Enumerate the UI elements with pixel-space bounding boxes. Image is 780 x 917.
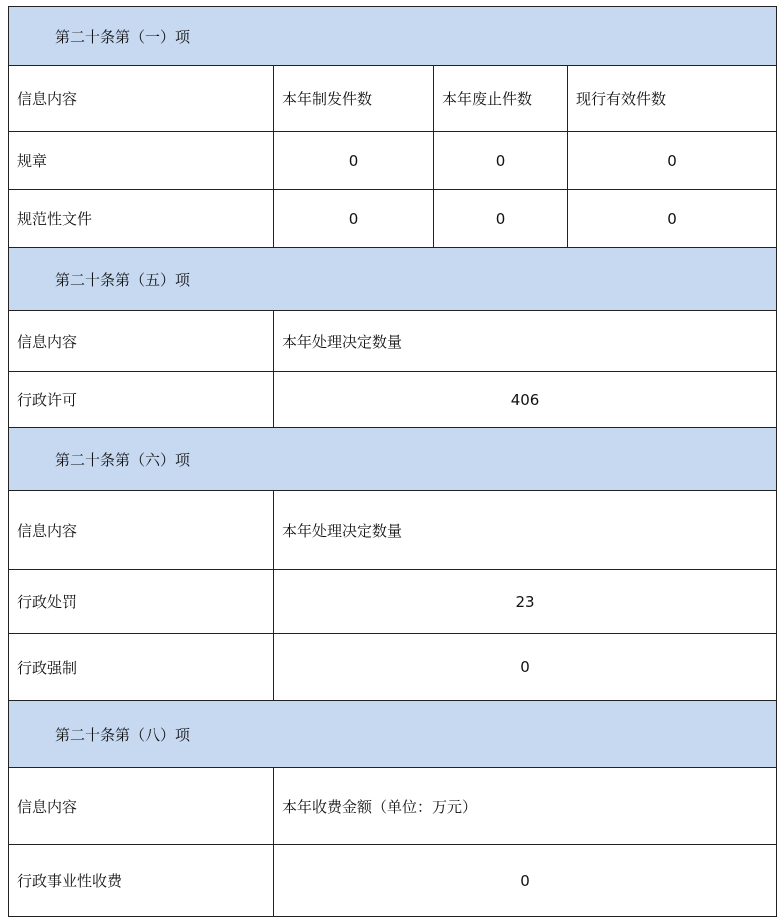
disclosure-table — [8, 6, 777, 917]
table-row — [9, 132, 777, 190]
cell-effective: 0 — [568, 190, 777, 248]
section-header-row — [9, 7, 777, 66]
column-header-decisions: 本年处理决定数量 — [274, 311, 777, 372]
section-header-row — [9, 248, 777, 311]
row-label: 规范性文件 — [9, 190, 274, 248]
section-title: 第二十条第（六）项 — [9, 428, 777, 491]
table-row — [9, 634, 777, 701]
section-title: 第二十条第（五）项 — [9, 248, 777, 311]
section-header-row — [9, 701, 777, 768]
section-header-row — [9, 428, 777, 491]
cell-value: 406 — [274, 372, 777, 428]
column-header-info: 信息内容 — [9, 768, 274, 845]
cell-abolished: 0 — [434, 190, 568, 248]
row-label: 行政强制 — [9, 634, 274, 701]
row-label: 规章 — [9, 132, 274, 190]
column-header-info: 信息内容 — [9, 66, 274, 132]
column-header-row — [9, 491, 777, 570]
column-header-row — [9, 66, 777, 132]
cell-abolished: 0 — [434, 132, 568, 190]
cell-issued: 0 — [274, 132, 434, 190]
row-label: 行政许可 — [9, 372, 274, 428]
column-header-fees: 本年收费金额（单位：万元） — [274, 768, 777, 845]
column-header-abolished: 本年废止件数 — [434, 66, 568, 132]
table-row — [9, 570, 777, 634]
cell-value: 0 — [274, 845, 777, 917]
column-header-effective: 现行有效件数 — [568, 66, 777, 132]
section-title: 第二十条第（一）项 — [9, 7, 777, 66]
cell-value: 0 — [274, 634, 777, 701]
section-title: 第二十条第（八）项 — [9, 701, 777, 768]
column-header-row — [9, 311, 777, 372]
column-header-decisions: 本年处理决定数量 — [274, 491, 777, 570]
table-row — [9, 845, 777, 917]
cell-value: 23 — [274, 570, 777, 634]
table-row — [9, 190, 777, 248]
cell-effective: 0 — [568, 132, 777, 190]
column-header-info: 信息内容 — [9, 311, 274, 372]
cell-issued: 0 — [274, 190, 434, 248]
row-label: 行政事业性收费 — [9, 845, 274, 917]
column-header-row — [9, 768, 777, 845]
table-row — [9, 372, 777, 428]
column-header-issued: 本年制发件数 — [274, 66, 434, 132]
row-label: 行政处罚 — [9, 570, 274, 634]
column-header-info: 信息内容 — [9, 491, 274, 570]
